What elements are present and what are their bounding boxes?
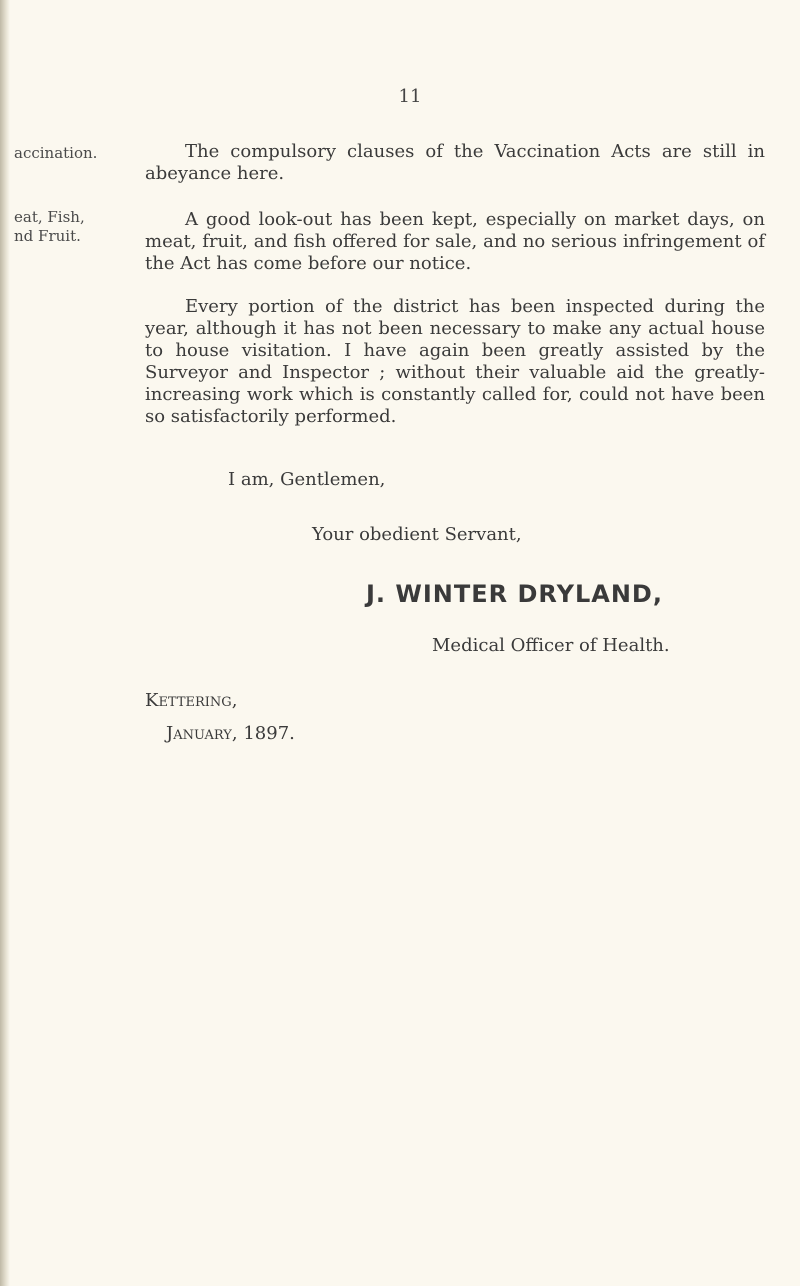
paragraph-meat: A good look-out has been kept, especially on market days, on meat, fruit, and fish offered for sale, and no serious infringement of the Act has come before our notice. xyxy=(145,209,765,274)
closing-salutation: I am, Gentlemen, xyxy=(228,469,386,490)
date: January, 1897. xyxy=(166,723,295,744)
binding-edge xyxy=(0,0,10,1286)
page-number: 11 xyxy=(398,86,422,107)
place: Kettering, xyxy=(145,690,238,711)
margin-note-vaccination: accination. xyxy=(14,144,98,162)
closing-servant: Your obedient Servant, xyxy=(312,524,522,545)
paragraph-inspection: Every portion of the district has been inspected during the year, although it has not been necessary to make any actual house to house visitation. I have again been greatly assisted by the Surveyor and Inspector ; without their valuable aid the greatly-increasing work which is constantly called for, could not have been so satisfactorily performed. xyxy=(145,296,765,427)
paragraph-vaccination: The compulsory clauses of the Vaccination Acts are still in abeyance here. xyxy=(145,141,765,184)
signature-title: Medical Officer of Health. xyxy=(432,635,670,656)
margin-note-meat-line2: nd Fruit. xyxy=(14,227,81,245)
signature-name: J. WINTER DRYLAND, xyxy=(366,580,663,608)
margin-note-meat-line1: eat, Fish, xyxy=(14,208,85,226)
